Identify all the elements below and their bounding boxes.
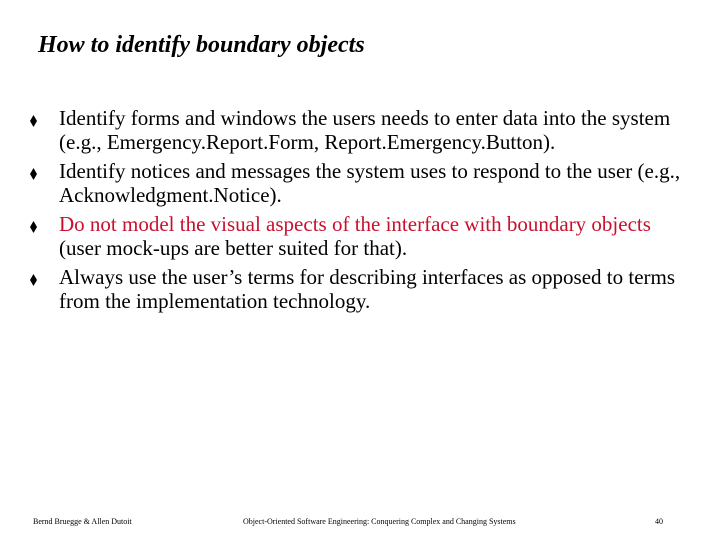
diamond-bullet-icon (30, 168, 37, 180)
bullet-item (30, 106, 696, 154)
bullet-highlight-text: Do not model the visual aspects of the interface with boundary objects (59, 212, 651, 236)
diamond-bullet-icon (30, 115, 37, 127)
bullet-text: Always use the user’s terms for describing interfaces as opposed to terms from the implementation technology. (59, 265, 676, 313)
bullet-text: Identify forms and windows the users needs to enter data into the system (e.g., Emergency.Report.Form, Report.Emergency.Button). (59, 106, 671, 154)
bullet-list (30, 106, 696, 318)
diamond-bullet-icon (30, 221, 37, 233)
slide-title: How to identify boundary objects (38, 32, 365, 58)
footer-book-title: Object-Oriented Software Engineering: Conquering Complex and Changing Systems (243, 517, 516, 526)
bullet-item (30, 265, 696, 313)
bullet-item (30, 212, 696, 260)
diamond-bullet-icon (30, 274, 37, 286)
footer-authors: Bernd Bruegge & Allen Dutoit (33, 517, 132, 526)
footer-page-number: 40 (655, 517, 663, 526)
bullet-text: Identify notices and messages the system uses to respond to the user (e.g., Acknowledgment.Notice). (59, 159, 681, 207)
bullet-text: (user mock-ups are better suited for that). (59, 236, 408, 260)
bullet-item (30, 159, 696, 207)
